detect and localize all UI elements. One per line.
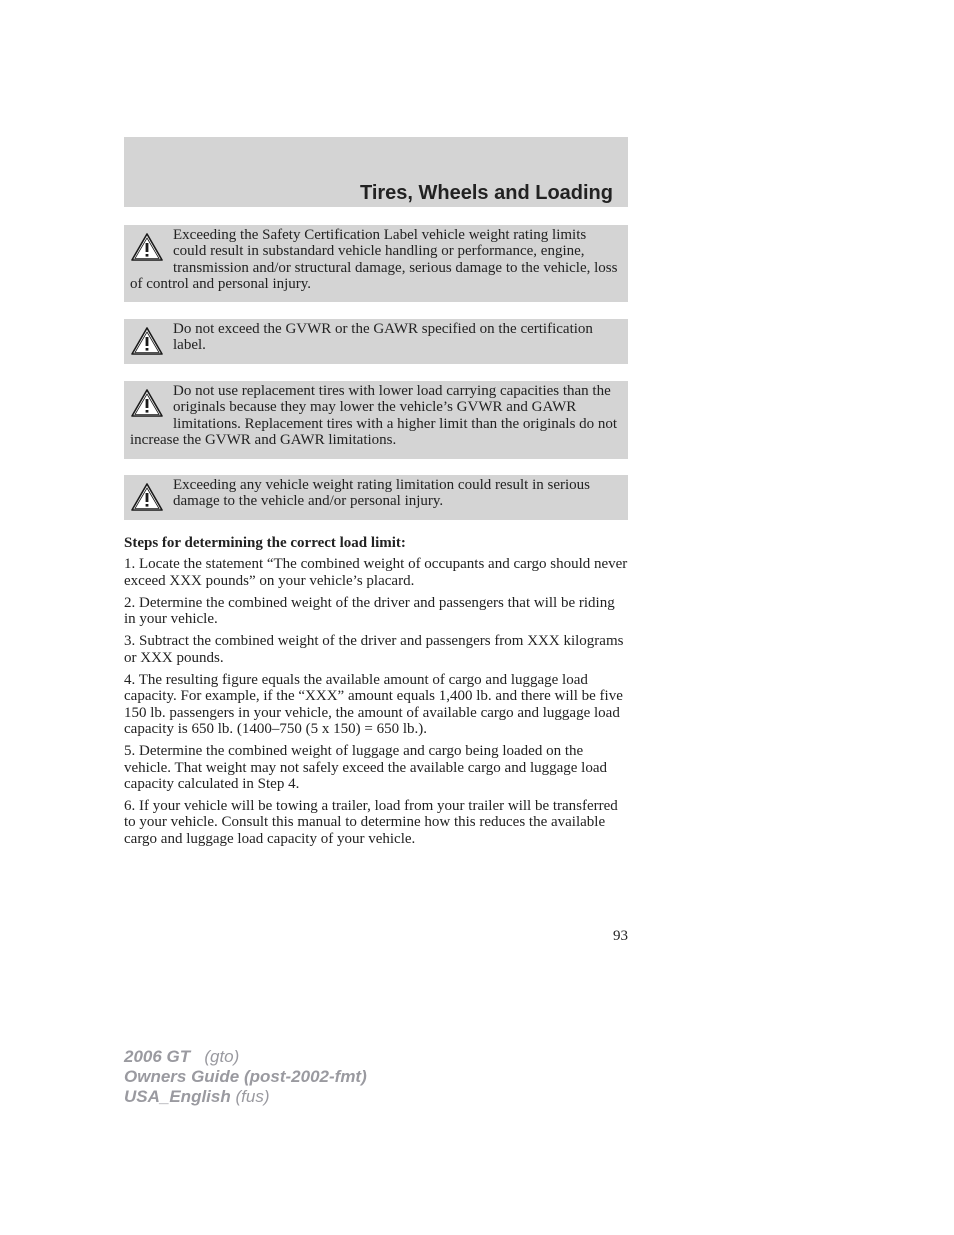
steps-heading: Steps for determining the correct load limit: xyxy=(124,535,406,551)
warning-box-2 xyxy=(124,319,628,364)
document-footer xyxy=(124,1047,367,1107)
footer-line-2: Owners Guide (post-2002-fmt) xyxy=(124,1067,367,1086)
warning-box-3 xyxy=(124,381,628,459)
section-header-band xyxy=(124,137,628,207)
warning-text: Do not use replacement tires with lower load carrying capacities than the originals because they may lower the vehicle’s GVWR and GAWR limitations. Replacement tires with a higher limit than the originals do not increase the GVWR and GAWR limitations. xyxy=(130,383,618,448)
steps-section xyxy=(124,535,629,853)
step-item: 5. Determine the combined weight of luggage and cargo being loaded on the vehicle. That weight may not safely exceed the available cargo and luggage load capacity calculated in Step 4. xyxy=(124,743,608,792)
footer-locale-code: (fus) xyxy=(235,1087,270,1106)
warning-box-1 xyxy=(124,225,628,302)
step-item: 2. Determine the combined weight of the driver and passengers that will be riding in your vehicle. xyxy=(124,594,615,628)
section-title: Tires, Wheels and Loading xyxy=(359,182,613,204)
warning-text: Do not exceed the GVWR or the GAWR specified on the certification label. xyxy=(173,321,593,354)
footer-model-code: (gto) xyxy=(204,1047,240,1066)
warning-text: Exceeding the Safety Certification Label vehicle weight rating limits could result in substandard vehicle handling or performance, engine, transmission and/or structural damage, serious damage to the vehicle, loss of control and personal injury. xyxy=(130,227,618,292)
footer-line-3 xyxy=(124,1087,367,1107)
warning-box-4 xyxy=(124,475,628,520)
step-item: 3. Subtract the combined weight of the driver and passengers from XXX kilograms or XXX pounds. xyxy=(124,633,624,666)
warning-text: Exceeding any vehicle weight rating limitation could result in serious damage to the vehicle and/or personal injury. xyxy=(173,477,590,510)
footer-line-1 xyxy=(124,1047,367,1067)
footer-locale: USA_English xyxy=(124,1087,231,1106)
page-number: 93 xyxy=(613,928,628,944)
step-item: 1. Locate the statement “The combined weight of occupants and cargo should never exceed XXX pounds” on your vehicle’s placard. xyxy=(124,556,628,589)
footer-model: 2006 GT xyxy=(124,1047,191,1066)
step-item: 6. If your vehicle will be towing a trailer, load from your trailer will be transferred to your vehicle. Consult this manual to determine how this reduces the available cargo and luggage load capacity of your vehicle. xyxy=(124,798,618,847)
step-item: 4. The resulting figure equals the available amount of cargo and luggage load capacity. For example, if the “XXX” amount equals 1,400 lb. and there will be five 150 lb. passengers in your vehicle, the amount of available cargo and luggage load capacity is 650 lb. (1400–750 (5 x 150) = 650 lb.). xyxy=(124,672,623,737)
